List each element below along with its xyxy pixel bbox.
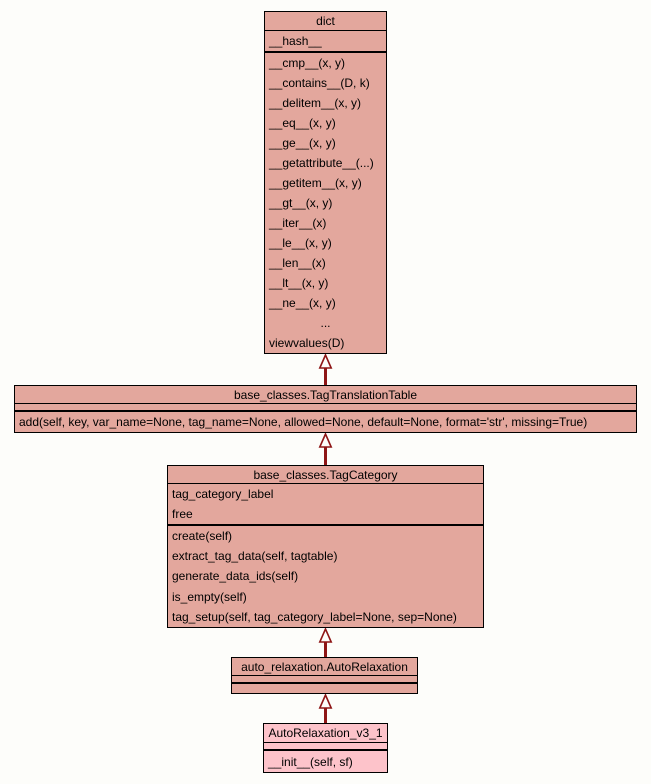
class-title: AutoRelaxation_v3_1 [264, 724, 387, 743]
inheritance-arrow [317, 354, 334, 385]
method-row: ... [320, 316, 331, 330]
attribute-row: free [172, 507, 193, 521]
inheritance-arrow [317, 628, 334, 657]
method-row: viewvalues(D) [269, 336, 345, 350]
method-row: is_empty(self) [172, 589, 247, 604]
methods-compartment [232, 684, 417, 693]
method-row: __lt__(x, y) [269, 276, 329, 290]
attributes-compartment [168, 484, 483, 526]
attribute-row: __hash__ [269, 34, 322, 48]
class-box-tag-translation-table [14, 385, 637, 433]
method-row: __getattribute__(...) [269, 156, 374, 170]
class-box-dict [264, 11, 387, 354]
class-box-auto-relaxation [231, 657, 418, 694]
method-row: extract_tag_data(self, tagtable) [172, 549, 338, 564]
class-title: dict [265, 12, 386, 31]
method-row: __gt__(x, y) [269, 196, 333, 210]
method-row: __ne__(x, y) [269, 296, 336, 310]
methods-compartment [265, 53, 386, 353]
method-row: __le__(x, y) [269, 236, 332, 250]
method-row: __iter__(x) [269, 216, 327, 230]
attribute-row: tag_category_label [172, 487, 274, 501]
method-row: tag_setup(self, tag_category_label=None, sep=None) [172, 609, 457, 624]
class-title: base_classes.TagTranslationTable [15, 386, 636, 404]
methods-compartment [264, 751, 387, 772]
inheritance-arrow [317, 433, 334, 465]
class-box-auto-relaxation-v3-1 [263, 723, 388, 773]
method-row: __len__(x) [269, 256, 326, 270]
attributes-compartment [232, 676, 417, 684]
method-row: __getitem__(x, y) [269, 176, 362, 190]
methods-compartment [168, 526, 483, 627]
method-row: __eq__(x, y) [269, 116, 336, 130]
method-row: __cmp__(x, y) [269, 56, 346, 70]
attributes-compartment [265, 31, 386, 53]
inheritance-arrow [317, 694, 334, 723]
method-row: __delitem__(x, y) [269, 96, 362, 110]
class-box-tag-category [167, 465, 484, 628]
class-title: base_classes.TagCategory [168, 466, 483, 484]
attributes-compartment [264, 743, 387, 751]
method-row: add(self, key, var_name=None, tag_name=None, allowed=None, default=None, format='str', missing=True) [19, 415, 588, 429]
method-row: __ge__(x, y) [269, 136, 336, 150]
method-row: __init__(self, sf) [268, 754, 353, 769]
methods-compartment [15, 412, 636, 432]
method-row: __contains__(D, k) [269, 76, 370, 90]
method-row: generate_data_ids(self) [172, 569, 299, 584]
method-row: create(self) [172, 529, 233, 544]
attributes-compartment [15, 404, 636, 412]
class-title: auto_relaxation.AutoRelaxation [232, 658, 417, 676]
